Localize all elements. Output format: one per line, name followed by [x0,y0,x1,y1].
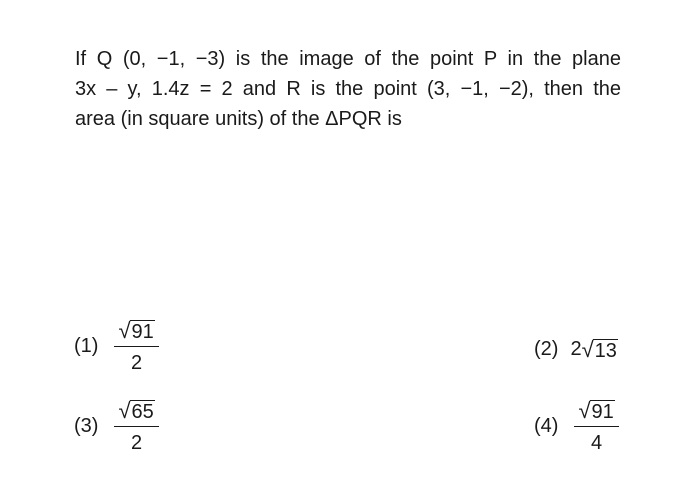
option-2[interactable] [534,338,618,361]
sqrt-sign: √ [118,398,131,423]
option-2-radicand: 13 [594,339,617,362]
sqrt-sign: √ [118,318,131,343]
question-line-2: 3x – y, 1.4z = 2 and R is the point (3, −1, −2), then the [75,78,621,100]
option-4[interactable] [534,400,619,453]
option-1-label: (1) [74,335,99,357]
option-4-fraction [574,400,618,453]
question-line-1: If Q (0, −1, −3) is the image of the point P in the plane [75,48,621,70]
option-1-denominator: 2 [131,352,143,374]
option-4-label: (4) [534,415,559,437]
option-3-sqrt [118,400,154,422]
option-1-sqrt [118,320,154,342]
question-text [75,44,621,134]
option-4-denominator: 4 [591,432,603,454]
option-3-radicand: 65 [131,401,154,423]
option-3-fraction [114,400,158,453]
option-1[interactable] [74,320,159,373]
option-2-label: (2) [534,338,559,360]
option-3[interactable] [74,400,159,453]
sqrt-sign: √ [581,336,594,362]
question-line-3: area (in square units) of the ΔPQR is [75,108,402,130]
option-4-radicand: 91 [591,401,614,423]
option-4-sqrt [578,400,614,422]
option-1-fraction [114,320,158,373]
option-2-sqrt [581,336,618,362]
sqrt-sign: √ [578,398,591,423]
option-3-denominator: 2 [131,432,143,454]
option-3-label: (3) [74,415,99,437]
option-1-radicand: 91 [131,321,154,343]
option-2-coefficient: 2 [570,338,582,360]
